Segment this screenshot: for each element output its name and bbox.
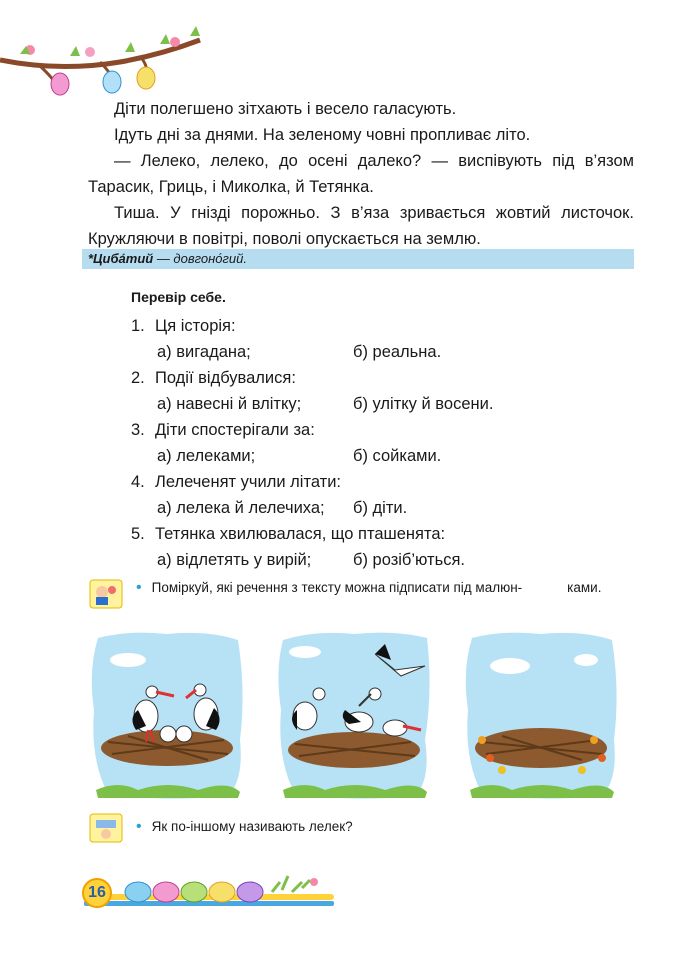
quiz-question bbox=[131, 417, 551, 469]
question-text: Лелеченят учили літати: bbox=[155, 473, 342, 491]
question-number: 4. bbox=[131, 473, 145, 491]
task-sentence: Як по-іншому називають лелек? bbox=[151, 819, 353, 834]
quiz-question bbox=[131, 521, 551, 573]
option-a: а) відлетять у вирій; bbox=[157, 551, 312, 569]
option-b: б) діти. bbox=[353, 499, 408, 517]
option-b: б) сойками. bbox=[353, 447, 442, 465]
glossary-term: *Циба́тий bbox=[88, 251, 154, 266]
page-number: 16 bbox=[82, 878, 112, 908]
option-a: а) лелеками; bbox=[157, 447, 256, 465]
glossary-bar bbox=[82, 249, 634, 269]
empty-nest-autumn-illustration bbox=[462, 630, 620, 800]
task-text bbox=[136, 578, 632, 597]
check-title: Перевір себе. bbox=[131, 289, 226, 305]
question-text: Діти спостерігали за: bbox=[155, 421, 315, 439]
question-text: Тетянка хвилювалася, що пташенята: bbox=[155, 525, 446, 543]
option-b: б) розіб’ються. bbox=[353, 551, 465, 569]
glossary-definition: — довгоно́гий. bbox=[153, 251, 247, 266]
story-paragraph: Ідуть дні за днями. На зеленому човні пропливає літо. bbox=[114, 126, 531, 144]
bullet-icon: • bbox=[136, 579, 142, 596]
option-b: б) реальна. bbox=[353, 343, 442, 361]
task-text bbox=[136, 817, 632, 836]
question-number: 1. bbox=[131, 317, 145, 335]
story-text bbox=[88, 96, 634, 252]
question-number: 5. bbox=[131, 525, 145, 543]
option-a: а) лелека й лелечиха; bbox=[157, 499, 325, 517]
option-a: а) навесні й влітку; bbox=[157, 395, 302, 413]
story-paragraph: Діти полегшено зітхають і весело галасують. bbox=[114, 100, 457, 118]
task-sentence: Поміркуй, які речення з тексту можна підписати під малюн- ками. bbox=[151, 580, 602, 595]
decorative-eggs-border bbox=[74, 870, 334, 916]
nest-storks-flying-illustration bbox=[275, 630, 433, 800]
bullet-icon: • bbox=[136, 818, 142, 835]
decorative-branch bbox=[0, 0, 210, 110]
story-paragraph: — Лелеко, лелеко, до осені далеко? — виспівують під в’язом Тарасик, Гриць, і Миколка, й Тетянка. bbox=[88, 152, 634, 196]
question-number: 2. bbox=[131, 369, 145, 387]
quiz-question bbox=[131, 313, 551, 365]
option-a: а) вигадана; bbox=[157, 343, 251, 361]
quiz-question bbox=[131, 469, 551, 521]
question-text: Події відбувалися: bbox=[155, 369, 296, 387]
think-icon bbox=[88, 578, 124, 610]
quiz-question bbox=[131, 365, 551, 417]
quiz-list bbox=[131, 313, 551, 573]
option-b: б) улітку й восени. bbox=[353, 395, 494, 413]
question-icon bbox=[88, 812, 124, 844]
nest-storks-chicks-illustration bbox=[88, 630, 246, 800]
question-text: Ця історія: bbox=[155, 317, 236, 335]
question-number: 3. bbox=[131, 421, 145, 439]
story-paragraph: Тиша. У гнізді порожньо. З в’яза зривається жовтий листочок. Кружляючи в повітрі, поволі опускається на землю. bbox=[88, 204, 634, 248]
